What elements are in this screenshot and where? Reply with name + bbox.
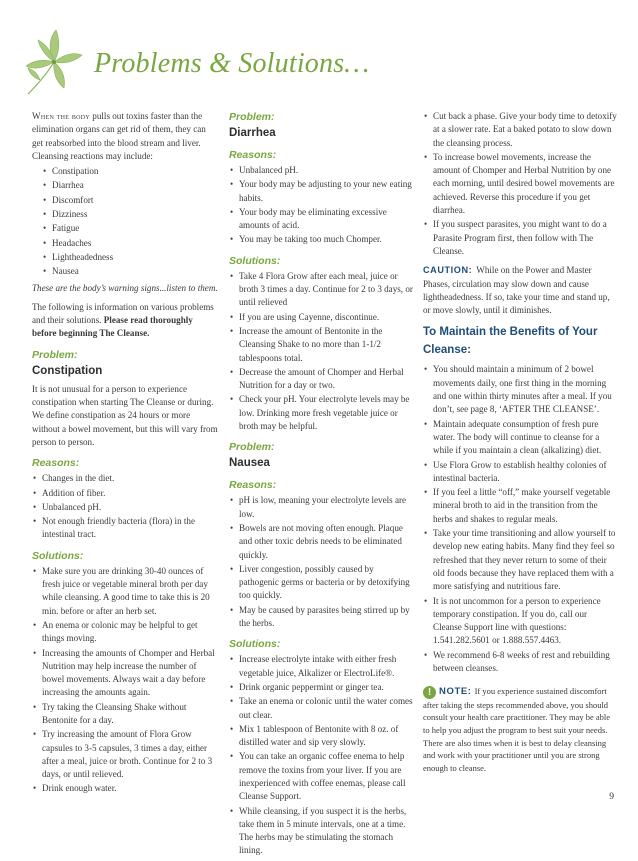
intro-paragraph (32, 110, 218, 163)
list-item: • You can take an organic coffee enema to help remove the toxins from your liver. If you are inexperienced with coffee enemas, please call Cleanse Support. (229, 750, 415, 803)
list-item: • Cut back a phase. Give your body time to detoxify at a slower rate. Eat a baked potato to slow down the cleansing process. (423, 110, 618, 150)
list-item: • Drink organic peppermint or ginger tea. (229, 681, 415, 694)
list-item: • Unbalanced pH. (229, 164, 415, 177)
maintain-list (423, 363, 618, 675)
page-number: 9 (609, 792, 614, 802)
symptom-list (32, 165, 218, 278)
list-item: • Your body may be eliminating excessive amounts of acid. (229, 206, 415, 233)
list-item: • If you feel a little “off,” make yourself vegetable mineral broth to aid in the transition from the herbs and shakes to regular meals. (423, 486, 618, 526)
column-left (32, 110, 218, 799)
list-item: • Addition of fiber. (32, 487, 218, 500)
reasons-list (229, 164, 415, 247)
solutions-list (229, 653, 415, 857)
problem-label: Problem: (32, 348, 78, 361)
note-text: If you experience sustained discomfort after taking the steps recommended above, you should consult your health care practitioner. They may be able to help you adjust the program to best suit your needs. There are also times when it is best to delay cleansing and work with your practitioner until you are strong enough to cleanse. (423, 686, 611, 773)
list-item: • Check your pH. Your electrolyte levels may be low. Drinking more fresh vegetable juice or broth may be helpful. (229, 393, 415, 433)
list-item: • Take 4 Flora Grow after each meal, juice or broth 3 times a day. Continue for 2 to 3 days, or until relieved (229, 270, 415, 310)
list-item: • Not enough friendly bacteria (flora) in the intestinal tract. (32, 515, 218, 542)
list-item: • Increasing the amounts of Chomper and Herbal Nutrition may help increase the number of bowel movements. Always wait a day before increasing the amounts again. (32, 647, 218, 700)
reasons-label: Reasons: (229, 149, 277, 161)
list-item: • While cleansing, if you suspect it is the herbs, take them in 5 minute intervals, one at a time. The herbs may be stimulating the stomach lining. (229, 805, 415, 858)
list-item: • Your body may be adjusting to your new eating habits. (229, 178, 415, 205)
note-label: NOTE: (439, 686, 472, 698)
list-item: • Changes in the diet. (32, 472, 218, 485)
solutions-label: Solutions: (229, 254, 281, 267)
page-header (18, 28, 618, 98)
list-item: • Fatigue (42, 222, 218, 235)
list-item: • Take an enema or colonic until the water comes out clear. (229, 695, 415, 722)
list-item: • Make sure you are drinking 30-40 ounces of fresh juice or vegetable mineral broth per day while cleansing. A good time to take this is 20 min. before or after an herb set. (32, 565, 218, 618)
caution-text: While on the Power and Master Phases, circulation may slow down and cause lightheadedness. If so, take your time and stand up, or move slowly, until it diminishes. (423, 265, 610, 316)
following-text: The following is information on various problems and their solutions. (32, 301, 214, 326)
column-right (423, 110, 618, 774)
list-item: • Decrease the amount of Chomper and Herbal Nutrition for a day or two. (229, 366, 415, 393)
reasons-label: Reasons: (229, 479, 277, 492)
list-item: • Increase electrolyte intake with either fresh vegetable juice, Alkalizer or ElectroLife®. (229, 653, 415, 680)
list-item: • May be caused by parasites being stirred up by the herbs. (229, 604, 415, 631)
list-item: • Discomfort (42, 194, 218, 207)
warning-text: These are the body’s warning signs...listen to them. (32, 282, 218, 293)
list-item: • Drink enough water. (32, 782, 218, 795)
list-item: • Constipation (42, 165, 218, 178)
list-item: • Try taking the Cleansing Shake without Bentonite for a day. (32, 701, 218, 728)
list-item: • Lightheadedness (42, 251, 218, 264)
list-item: • Take your time transitioning and allow yourself to develop new eating habits. Many find they feel so refreshed that they never return to some of their old foods because they have replaced them with a more satisfying and nutritious fare. (423, 527, 618, 593)
list-item: • Increase the amount of Bentonite in the Cleansing Shake to no more than 1-1/2 tablespoons total. (229, 325, 415, 365)
list-item: • Unbalanced pH. (32, 501, 218, 514)
list-item: • pH is low, meaning your electrolyte levels are low. (229, 494, 415, 521)
caution-label: CAUTION: (423, 265, 473, 276)
list-item: • Liver congestion, possibly caused by pathogenic germs or bacteria or by detoxifying too quickly. (229, 563, 415, 603)
problem-text: It is not unusual for a person to experience constipation when starting The Cleanse or during. We define constipation as 24 hours or more without a bowel movement, but this will vary from person to person. (32, 383, 218, 447)
column-middle (229, 110, 415, 861)
solutions-list (32, 565, 218, 796)
problem-label: Problem: (229, 111, 275, 123)
intro-lead: When the body (32, 111, 91, 121)
reasons-label: Reasons: (32, 457, 80, 470)
note-box (423, 685, 618, 774)
solutions-label: Solutions: (32, 549, 84, 562)
problem-title: Diarrhea (229, 127, 276, 139)
list-item: • It is not uncommon for a person to experience temporary constipation. If you do, call our Cleanse Support line with questions: 1.541.282.5601 or 1.888.557.4463. (423, 595, 618, 648)
page-title: Problems & Solutions… (94, 48, 370, 79)
list-item: • Use Flora Grow to establish healthy colonies of intestinal bacteria. (423, 459, 618, 486)
list-item: • Bowels are not moving often enough. Plaque and other toxic debris needs to be eliminated quickly. (229, 522, 415, 562)
list-item: • To increase bowel movements, increase the amount of Chomper and Herbal Nutrition by one each morning, until desired bowel movements are achieved. Reverse this procedure if you get diarrhea. (423, 151, 618, 217)
caution-paragraph (423, 264, 618, 317)
list-item: • We recommend 6-8 weeks of rest and rebuilding between cleanses. (423, 649, 618, 676)
following-bold: Please read thoroughly before beginning The Cleanse. (32, 315, 193, 339)
list-item: • You should maintain a minimum of 2 bowel movements daily, one first thing in the morning and one within thirty minutes after a meal. If you don’t, see page 8, ‘AFTER THE CLEANSE’. (423, 363, 618, 416)
solutions-label: Solutions: (229, 638, 281, 651)
reasons-list (32, 472, 218, 541)
exclamation-icon: ! (423, 686, 436, 699)
problem-title: Nausea (229, 457, 270, 470)
list-item: • Dizziness (42, 208, 218, 221)
list-item: • An enema or colonic may be helpful to get things moving. (32, 619, 218, 646)
lily-flower-icon (18, 28, 84, 98)
list-item: • Try increasing the amount of Flora Grow capsules to 3-5 capsules, 3 times a day, either after a meal, juice or broth. Continue for 2 to 3 days, or until relieved. (32, 728, 218, 781)
solutions-list (229, 270, 415, 434)
reasons-list (229, 494, 415, 630)
problem-title: Constipation (32, 364, 103, 377)
problem-label: Problem: (229, 441, 275, 454)
list-item: • You may be taking too much Chomper. (229, 233, 415, 246)
list-item: • Mix 1 tablespoon of Bentonite with 8 oz. of distilled water and sip very slowly. (229, 723, 415, 750)
list-item: • Headaches (42, 237, 218, 250)
maintain-heading: To Maintain the Benefits of Your Cleanse: (423, 326, 598, 357)
list-item: • Nausea (42, 265, 218, 278)
solutions-list (423, 110, 618, 258)
following-paragraph (32, 301, 218, 341)
intro-text: pulls out toxins faster than the elimination organs can get rid of them, they can get reabsorbed into the blood stream and liver. Cleansing reactions may include: (32, 111, 206, 161)
list-item: • If you suspect parasites, you might want to do a Parasite Program first, then follow with The Cleanse. (423, 218, 618, 258)
list-item: • Maintain adequate consumption of fresh pure water. The body will continue to cleanse for a while if you maintain a clean (alkalizing) diet. (423, 418, 618, 458)
list-item: • Diarrhea (42, 179, 218, 192)
list-item: • If you are using Cayenne, discontinue. (229, 311, 415, 324)
